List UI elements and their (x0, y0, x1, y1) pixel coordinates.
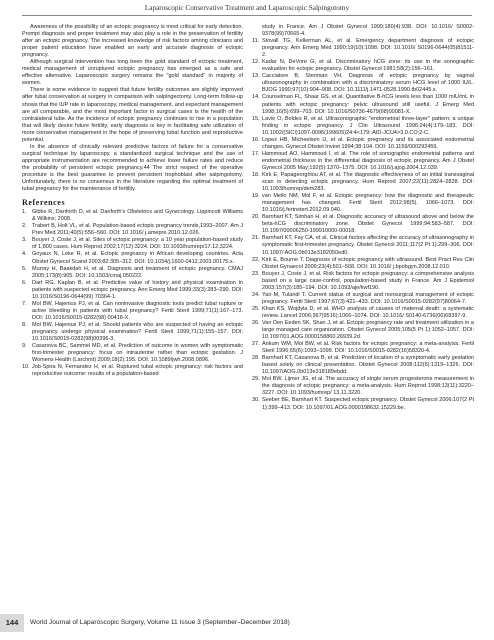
reference-item (252, 59, 474, 73)
reference-list-right (252, 24, 474, 412)
reference-text: Kirk E, Bourne T. Diagnosis of ectopic pregnancy with ultrasound. Best Pract Res Clin Obstet Gynaecol 2009;23(4):501–508. DOI: 10.1016/ j.bpobgyn.2008.12.010. (262, 256, 474, 270)
reference-text: study in France. Am J Obstet Gynecol 1999;180(4):938. DOI: 10.1016/ S0002-9378(99)70665-4. (262, 24, 474, 38)
reference-item (22, 301, 243, 322)
reference-text: Kadar N, DeVore G, et al. Discriminatory hCG zone: its use in the sonographic evaluation for ectopic pregnancy. Obstet Gynecol 1981;58(2):156–161. (262, 59, 474, 73)
reference-number: 30. (252, 397, 260, 404)
reference-item (22, 237, 243, 251)
reference-number: 23. (252, 270, 260, 277)
reference-item (252, 341, 474, 355)
reference-text: van Mello NM, Mol F, et al. Ectopic pregnancy: how the diagnostic and therapeutic management has changed. Fertil Steril 2012;98(5). 1066–1073. DOI: 10.1016/j.fertnstert.2012.09.040. (262, 193, 474, 214)
reference-number: 25. (252, 305, 260, 312)
reference-text: Ankum WM, Mol BW, et al. Risk factors for ectopic pregnancy: a meta-analysis. Fertil Steril 1996;65(6):1093–1099. DOI: 10.1016/S0015-0282(16)58320-4. (262, 341, 474, 355)
reference-item (22, 280, 243, 301)
reference-item (252, 151, 474, 172)
reference-item (252, 257, 474, 271)
reference-text: Bouyer J, Coste J, et al. Risk factors for ectopic pregnancy: a comprehensive analysis based on a large case-control, population-based study in France. Am J Epidemiol 2003;157(3):185–194. DOI: 10.1093/aje/kwf190. (262, 270, 474, 291)
reference-number: 7. (22, 300, 27, 307)
reference-item (22, 251, 243, 265)
right-column (252, 24, 474, 412)
reference-text: Lavie O, Boldes R, et al. Ultrasonographic "endometrial three-layer" pattern: a unique finding in ectopic pregnancy. J Clin Ultrasound 1996;24(4):179–183. DOI: 10.1002/(SICI)1097-0096(199605)24:4<179::AID-JCU4>3.0.CO;2-C. (262, 115, 474, 136)
reference-text: Murray H, Baakdah H, et al. Diagnosis and treatment of ectopic pregnancy. CMAJ 2005;173(8):905. DOI: 10.1503/cmaj.050222. (32, 265, 243, 279)
body-paragraph-4: In the absence of clinically relevant predictive factors of failure for a conservative surgical technique by laparoscopy, a standardized surgical technique and the use of appropriate instrumentation are recommended to achieve lower failure rates and reduce the probability of persistent ectopic pregnancy.44 The strict respect of the operative procedure is the best guarantee to prevent persistent trophoblast after salpingotomy. Unfortunately, there is no consensus in the literature regarding the optimal treatment of tubal pregnancy for the maintenance of fertility. (22, 143, 243, 193)
reference-text: Gibbs R, Danforth D, et al. Danforth's Obstetrics and Gynecology. Lippincott Williams & Wilkins; 2008. (32, 209, 243, 223)
page-footer (0, 614, 494, 632)
reference-item (252, 320, 474, 341)
reference-item (22, 364, 243, 378)
reference-number: 24. (252, 291, 260, 298)
reference-text: Job-Spira N, Fernandez H, et al. Ruptured tubal ectopic pregnancy: risk factors and reproductive outcome: results of a population-based (32, 364, 243, 378)
reference-item (252, 292, 474, 306)
reference-item (252, 306, 474, 320)
reference-text: Counselman FL, Shaar GS, et al. Quantitative B-hCG levels less than 1000 mIU/mL in patients with ectopic pregnancy: pelvic ultrasound still useful. J Emerg Med 1998;16(5):699–703. DOI: 10.1016/S0736-4679(98)00081-X. (262, 94, 474, 115)
reference-text: Khan KS, Wojdyla D, et al. WHO analysis of causes of maternal death: a systematic review. Lancet 2006;367(9516):1066–1074. DOI: 10.1016/ S0140-6736(06)68397-9. (262, 305, 474, 319)
running-head: Laparoscopic Conservative Treatment and Laparoscopic Salpingotomy (144, 4, 350, 12)
left-column (22, 24, 243, 378)
reference-item (252, 235, 474, 256)
reference-number: 27. (252, 341, 260, 348)
reference-number: 13. (252, 73, 260, 80)
reference-number: 10. (22, 364, 30, 371)
references-heading: References (22, 198, 66, 208)
reference-text: Mol BW, Hajenius PJ, et al. Can noninvasive diagnostic tools predict tubal rupture or active bleeding in patients with tubal pregnancy? Fertil Steril 1999;71(1):167–173. DOI: 10.1016/S0015-0282(98) 00418-X. (32, 300, 243, 321)
reference-text: Stovall TG, Kellerman AL, et al. Emergency department diagnosis of ectopic pregnancy. Ann Emerg Med 1990;19(10):1098. DOI: 10.1016/ S0196-0644(05)81511-2. (262, 38, 474, 59)
reference-number: 15. (252, 115, 260, 122)
reference-number: 8. (22, 321, 27, 328)
reference-number: 2. (22, 223, 27, 230)
reference-item (22, 223, 243, 237)
reference-text: Casanova BC, Sammel MD, et al. Prediction of outcome in women with symptomatic first-trimester pregnancy: focus on intrauterine rather than ectopic gestation. J Womens Health (Larchmt) 2009;18(2):195. DOI: 10.1089/jwh.2008.0896. (32, 343, 243, 364)
reference-item (252, 397, 474, 411)
reference-item (252, 137, 474, 151)
reference-item (252, 214, 474, 235)
reference-item (252, 376, 474, 397)
body-paragraph-1: Awareness of the possibility of an ectopic pregnancy is most critical for early detection. Prompt diagnosis and proper treatment may also play a role in the preservation of fertility after an ectopic pregnancy. The increased knowledge of risk factors among clinicians and proper patient education have enabled an early and accurate diagnosis of ectopic pregnancy. (22, 24, 243, 59)
reference-number: 6. (22, 279, 27, 286)
reference-item (252, 38, 474, 59)
body-paragraph-3: There is some evidence to suggest that future fertility outcomes are slightly improved after tubal conservation at surgery in comparison with salpingectomy. Long-term follow-up shows that the IUP rate in laparoscopy, medical management, and expectant management are all comparable, and the most important factor in surgical cases is the health of the contralateral tube. As the incidence of ectopic pregnancy continues to rise in a population that will likely desire future fertility, early diagnosis is key in facilitating safe utilization of more conservative management in the hope of preserving tubal function and reproductive potential. (22, 87, 243, 143)
reference-number: 17. (252, 150, 260, 157)
reference-text: Mol BW, Hajenius PJ, et al. Should patients who are suspected of having an ectopic pregnancy undergo physical examination? Fertil Steril 1999;71(1):155–157. DOI: 10.1016/S0015-0282(98)00396-3. (32, 321, 243, 343)
reference-number: 4. (22, 251, 27, 258)
body-paragraph-2: Although surgical intervention has long been the gold standard of ectopic treatment, medical management of unruptured ectopic pregnancy has emerged as a safe and effective alternative. Laparoscopic surgery remains the "gold standard" in majority of women. (22, 59, 243, 87)
reference-text: Kirk E, Papageorghiou AT, et al. The diagnostic effectiveness of an initial transvaginal scan in detecting ectopic pregnancy. Hum Reprod 2007;22(11):2824–2828. DOI: 10.1093/humrep/dem283. (262, 171, 474, 193)
journal-citation: World Journal of Laparoscopic Surgery, Volume 11 Issue 3 (September–December 2018) (30, 619, 290, 626)
reference-number: 26. (252, 319, 260, 326)
reference-number: 18. (252, 171, 260, 178)
reference-text: Goyaux N, Leke R, et al. Ectopic pregnancy in African developing countries. Acta Obstet Gynecol Scand 2003;82:305–312. DOI: 10.1034/j.1600-0412.2003.00175.x. (32, 251, 243, 265)
reference-number: 9. (22, 343, 27, 350)
reference-item (252, 193, 474, 214)
reference-number: 28. (252, 355, 260, 362)
reference-text: Mol BW, Lijmer JG, et al. The accuracy of single serum progesterone measurement in the diagnosis of ectopic pregnancy: a meta-analysis. Hum Reprod 1998;13(11):3220–3227. DOI: 10.1093/humrep/ 13.11.3220. (262, 376, 474, 397)
reference-text: Seeber BE, Barnhart KT. Suspected ectopic pregnancy. Obstet Gynecol 2006;107(2 Pt 1):399–413. DOI: 10.1097/01.AOG.0000198632.15229.be. (262, 397, 474, 411)
header-rule (22, 15, 472, 16)
reference-item (22, 209, 243, 223)
page-number: 144 (0, 614, 24, 632)
reference-item (252, 271, 474, 292)
reference-item (252, 73, 474, 94)
reference-text: Hammoud AO, Hammoud I, et al. The role of sonographic endometrial patterns and endometrial thickness in the differential diagnosis of ectopic pregnancy. Am J Obstet Gynecol 2005 May;192(5):1370–1375. DOI: 10.1016/j.ajog.2004.12.039. (262, 150, 474, 171)
reference-text: Van Den Eeden SK, Shan J, et al. Ectopic pregnancy rate and treatment utilization in a large managed care organization. Obstet Gynecol 2005;105(5 Pt 1):1052–1057. DOI: 10.1097/01.AOG.0000158860.26939.2d. (262, 319, 474, 341)
reference-number (252, 24, 262, 38)
reference-item (252, 172, 474, 193)
reference-item (252, 94, 474, 115)
reference-number: 16. (252, 136, 260, 143)
reference-text: Bouyer J, Coste J, et al. Sites of ectopic pregnancy: a 10 year population-based study of 1,800 cases. Hum Reprod 2002;17(12):3224. DOI: 10.1093/humrep/17.12.3224. (32, 237, 243, 251)
reference-number: 11. (252, 38, 260, 45)
reference-number: 20. (252, 214, 260, 221)
reference-text: Barnhart KT, Casanova B, et al. Prediction of location of a symptomatic early gestation based solely on clinical presentation. Obstet Gynecol 2008;112(6):1319–1326. DOI: 10.1097/AOG.0b013e318189ebdd. (262, 355, 474, 376)
reference-item (22, 266, 243, 280)
reference-number: 21. (252, 235, 260, 242)
reference-number: 29. (252, 376, 260, 383)
reference-number: 3. (22, 237, 27, 244)
reference-item (252, 24, 474, 38)
reference-item (252, 116, 474, 137)
reference-item (22, 322, 243, 343)
reference-number: 22. (252, 256, 260, 263)
reference-list-left (22, 209, 243, 378)
reference-number: 5. (22, 265, 27, 272)
reference-text: Barnhart KT, Fay CA, et al. Clinical factors affecting the accuracy of ultrasonography in symptomatic first-trimester pregnancy. Obstet Gynecol 2011;117(2 Pt 1):299–306. DOI: 10.1097/ AOG.0b013e3182050ed0. (262, 235, 474, 256)
reference-item (22, 343, 243, 364)
reference-number: 19. (252, 193, 260, 200)
reference-item (252, 355, 474, 376)
reference-number: 14. (252, 94, 260, 101)
reference-text: Dart RG, Kaplan B, et al. Predictive value of history and physical examination in patients with suspected ectopic pregnancy. Ann Emerg Med 1999;33(3):283–290. DOI: 10.1016/S0196-0644(99) 70364-1. (32, 279, 243, 300)
reference-text: Cacciatore B, Stenman VH. Diagnosis of ectopic pregnancy by vaginal ultrasonography in combination with a discriminatory serum HCG level of 1000 IU/L. BJOG 1990;97(10):904–908. DOI: 10.1111/j.1471-0528.1990.tb02445.x. (262, 73, 474, 94)
reference-text: Trabert B, Holt VL, et al. Population-based ectopic pregnancy trends,1993–2007. Am J Prev Med 2011;40(5):556–560. DOI: 10.1016/ j.amepre.2010.12.026. (32, 223, 243, 237)
reference-text: Barnhart KT, Simhan H, et al. Diagnostic accuracy of ultrasound above and below the beta-hCG discriminatory zone. Obstet Gynecol 1999;94:583–587. DOI: 10.1097/00006250-199910000-00018. (262, 214, 474, 235)
reference-number: 1. (22, 209, 27, 216)
reference-text: Lopez HB, Micheelsen U, et al. Ectopic pregnancy and its associated endometrial changes. Gynecol Obstet Invest 1994;38:104. DOI: 10.1159/000292459. (262, 136, 474, 150)
reference-text: Yao M, Tulandi T. Current status of surgical and nonsurgical management of ectopic pregnancy. Fertil Steril 1997;67(3):421–433. DOI: 10.1016/S0015-0282(97)80064-7. (262, 291, 474, 305)
reference-number: 12. (252, 59, 260, 66)
